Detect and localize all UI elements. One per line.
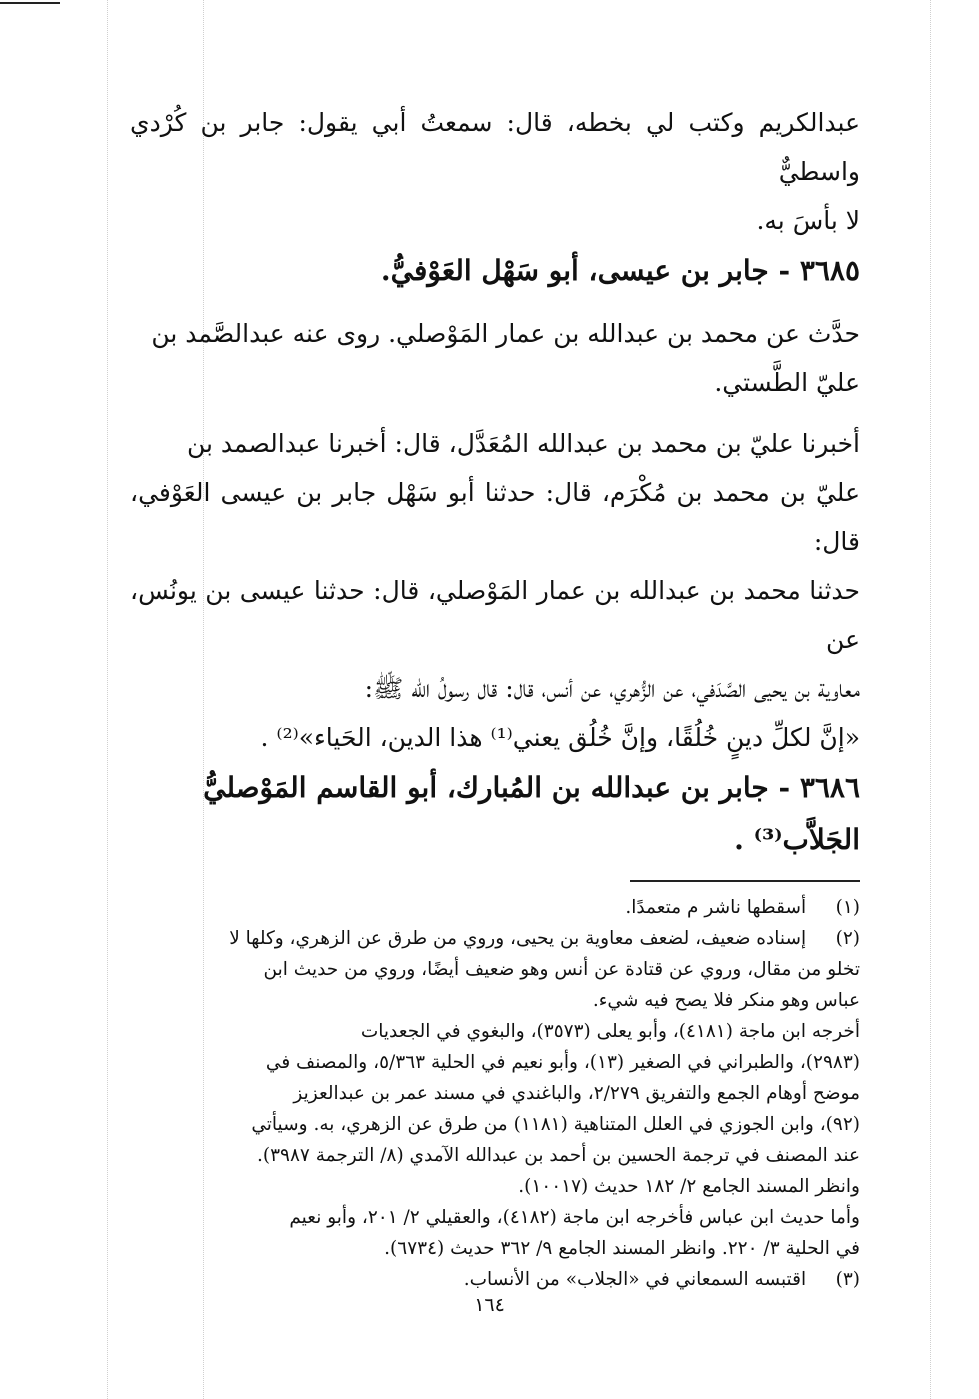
footnote-line: موضح أوهام الجمع والتفريق ٢/٢٧٩، والباغندي في مسند عمر بن عبدالعزيز (293, 1083, 860, 1104)
body-line: حدَّث عن محمد بن عبدالله بن عمار المَوْصلي. روى عنه عبدالصَّمد بن (151, 319, 860, 348)
footnote-line: (٩٢)، وابن الجوزي في العلل المتناهية (١١٨١) من طرق عن الزهري، به. وسيأتي (251, 1114, 860, 1135)
entry-heading-3685: ٣٦٨٥ - جابر بن عيسى، أبو سَهْل العَوْفيُّ. (380, 254, 860, 287)
footnote-line: عباس وهو منكر فلا يصح فيه شيء. (592, 990, 860, 1011)
footnote-text: اقتبسه السمعاني في «الجلاب» من الأنساب. (463, 1269, 807, 1290)
top-rule-mark (0, 2, 60, 4)
footnote-line: أخرجه ابن ماجة (٤١٨١)، وأبو يعلى (٣٥٧٣)، والبغوي في الجعديات (360, 1021, 860, 1042)
body-line: لا بأسَ به. (756, 206, 860, 235)
footnote-line: وأما حديث ابن عباس فأخرجه ابن ماجة (٤١٨٢)، والعقيلي ٢/ ٢٠١، وأبو نعيم (289, 1207, 860, 1228)
footnote-text: إسناده ضعيف، لضعف معاوية بن يحيى، وروي من طرق عن الزهري، وكلها لا (229, 928, 807, 949)
entry-heading-3686: ٣٦٨٦ - جابر بن عبدالله بن المُبارك، أبو القاسم المَوْصليُّ (203, 771, 860, 804)
page-content (130, 98, 860, 1295)
body-line: عليّ الطَّستي. (714, 368, 860, 397)
scan-guide-line (930, 0, 931, 1399)
body-line: «إنَّ لكلِّ دينٍ خُلُقًا، وإنَّ خُلُق يعني⁽¹⁾ هذا الدين، الحَياء»⁽²⁾ . (260, 723, 860, 752)
footnote-number: (١) (835, 897, 860, 918)
footnote-line: تخلو من مقال، وروي عن قتادة عن أنس وهو ضعيف أيضًا، وروي من حديث ابن (263, 959, 860, 980)
entry-heading-3686-cont: الجَلاَّب⁽³⁾ . (734, 823, 860, 856)
footnote-number: (٣) (835, 1269, 860, 1290)
body-line: أخبرنا عليّ بن محمد بن عبدالله المُعَدَّل، قال: أخبرنا عبدالصمد بن (186, 429, 860, 458)
footnote-text: أسقطها ناشر م متعمدًا. (625, 897, 807, 918)
footnote-line: في الحلية ٣/ ٢٢٠. وانظر المسند الجامع ٩/ ٣٦٢ حديث (٦٧٣٤). (384, 1238, 860, 1259)
footnote-line: (٢٩٨٣)، والطبراني في الصغير (١٣)، وأبو نعيم في الحلية ٥/٣٦٣، والمصنف في (265, 1052, 860, 1073)
footnote-2 (130, 923, 860, 954)
body-line: عبدالكريم وكتب لي بخطه، قال: سمعتُ أبي يقول: جابر بن كُرْدي واسطيٌّ (130, 108, 860, 186)
footnote-1 (130, 892, 860, 923)
footnote-3 (130, 1264, 860, 1295)
footnote-separator (630, 880, 860, 882)
footnote-line: عند المصنف في ترجمة الحسين بن أحمد بن عبدالله الآمدي (٨/ الترجمة ٣٩٨٧). (257, 1145, 860, 1166)
body-line: معاوية بن يحيى الصَّدَفي، عن الزُّهري، عن أنس، قال: قال رسولُ الله ﷺ: (364, 674, 860, 703)
scan-guide-line (107, 0, 108, 1399)
footnote-line: وانظر المسند الجامع ٢/ ١٨٢ حديث (١٠٠١٧). (518, 1176, 860, 1197)
footnote-number: (٢) (835, 928, 860, 949)
body-line: حدثنا محمد بن عبدالله بن عمار المَوْصلي، قال: حدثنا عيسى بن يونُس، عن (130, 576, 860, 654)
body-line: عليّ بن محمد بن مُكْرَم، قال: حدثنا أبو سَهْل جابر بن عيسى العَوْفي، قال: (130, 478, 860, 556)
page-number: ١٦٤ (474, 1294, 505, 1316)
